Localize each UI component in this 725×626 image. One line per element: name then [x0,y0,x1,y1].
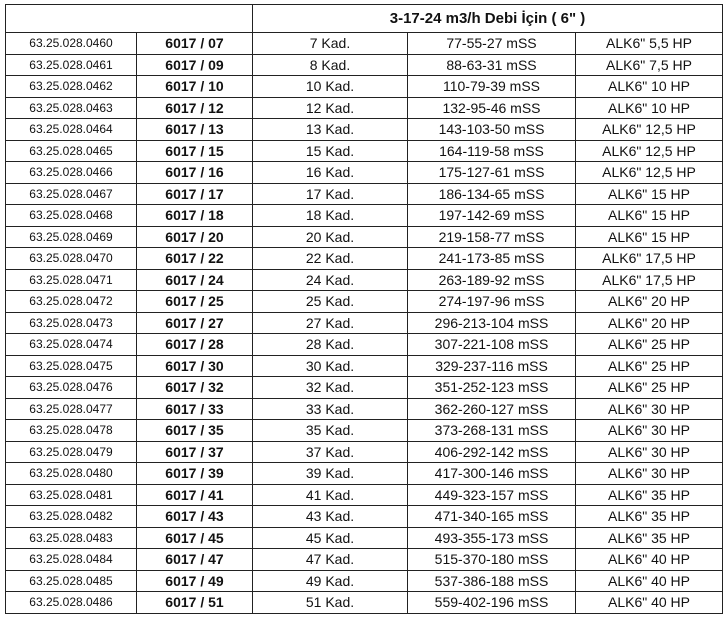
head-values-cell: 241-173-85 mSS [408,248,576,270]
part-code-cell: 63.25.028.0485 [6,570,137,592]
table-row [6,162,723,184]
model-cell: 6017 / 12 [137,97,253,119]
part-code-cell: 63.25.028.0474 [6,334,137,356]
head-values-cell: 449-323-157 mSS [408,484,576,506]
table-row [6,97,723,119]
head-values-cell: 219-158-77 mSS [408,226,576,248]
motor-cell: ALK6" 12,5 HP [576,119,723,141]
motor-cell: ALK6" 12,5 HP [576,140,723,162]
stage-count-cell: 24 Kad. [253,269,408,291]
table-row [6,248,723,270]
head-values-cell: 373-268-131 mSS [408,420,576,442]
part-code-cell: 63.25.028.0481 [6,484,137,506]
part-code-cell: 63.25.028.0463 [6,97,137,119]
motor-cell: ALK6" 35 HP [576,527,723,549]
model-cell: 6017 / 18 [137,205,253,227]
part-code-cell: 63.25.028.0466 [6,162,137,184]
motor-cell: ALK6" 20 HP [576,312,723,334]
head-values-cell: 559-402-196 mSS [408,592,576,614]
head-values-cell: 164-119-58 mSS [408,140,576,162]
motor-cell: ALK6" 15 HP [576,183,723,205]
stage-count-cell: 27 Kad. [253,312,408,334]
model-cell: 6017 / 20 [137,226,253,248]
stage-count-cell: 30 Kad. [253,355,408,377]
head-values-cell: 88-63-31 mSS [408,54,576,76]
table-row [6,355,723,377]
model-cell: 6017 / 30 [137,355,253,377]
motor-cell: ALK6" 17,5 HP [576,269,723,291]
table-row [6,570,723,592]
model-cell: 6017 / 51 [137,592,253,614]
stage-count-cell: 8 Kad. [253,54,408,76]
stage-count-cell: 20 Kad. [253,226,408,248]
part-code-cell: 63.25.028.0476 [6,377,137,399]
stage-count-cell: 51 Kad. [253,592,408,614]
motor-cell: ALK6" 10 HP [576,76,723,98]
part-code-cell: 63.25.028.0478 [6,420,137,442]
table-row [6,33,723,55]
stage-count-cell: 39 Kad. [253,463,408,485]
motor-cell: ALK6" 30 HP [576,420,723,442]
stage-count-cell: 7 Kad. [253,33,408,55]
part-code-cell: 63.25.028.0461 [6,54,137,76]
stage-count-cell: 47 Kad. [253,549,408,571]
table-row [6,291,723,313]
motor-cell: ALK6" 17,5 HP [576,248,723,270]
stage-count-cell: 25 Kad. [253,291,408,313]
part-code-cell: 63.25.028.0460 [6,33,137,55]
motor-cell: ALK6" 30 HP [576,463,723,485]
table-header-row [6,5,723,33]
stage-count-cell: 43 Kad. [253,506,408,528]
model-cell: 6017 / 09 [137,54,253,76]
model-cell: 6017 / 25 [137,291,253,313]
model-cell: 6017 / 17 [137,183,253,205]
part-code-cell: 63.25.028.0483 [6,527,137,549]
head-values-cell: 515-370-180 mSS [408,549,576,571]
model-cell: 6017 / 16 [137,162,253,184]
motor-cell: ALK6" 35 HP [576,506,723,528]
table-row [6,420,723,442]
part-code-cell: 63.25.028.0479 [6,441,137,463]
table-row [6,592,723,614]
head-values-cell: 537-386-188 mSS [408,570,576,592]
model-cell: 6017 / 28 [137,334,253,356]
table-row [6,119,723,141]
table-row [6,527,723,549]
head-values-cell: 110-79-39 mSS [408,76,576,98]
table-row [6,183,723,205]
stage-count-cell: 41 Kad. [253,484,408,506]
stage-count-cell: 45 Kad. [253,527,408,549]
part-code-cell: 63.25.028.0467 [6,183,137,205]
model-cell: 6017 / 41 [137,484,253,506]
table-row [6,377,723,399]
part-code-cell: 63.25.028.0486 [6,592,137,614]
part-code-cell: 63.25.028.0464 [6,119,137,141]
stage-count-cell: 37 Kad. [253,441,408,463]
motor-cell: ALK6" 40 HP [576,549,723,571]
model-cell: 6017 / 13 [137,119,253,141]
head-values-cell: 307-221-108 mSS [408,334,576,356]
header-blank-cell [6,5,253,33]
head-values-cell: 351-252-123 mSS [408,377,576,399]
model-cell: 6017 / 22 [137,248,253,270]
part-code-cell: 63.25.028.0473 [6,312,137,334]
head-values-cell: 493-355-173 mSS [408,527,576,549]
table-row [6,441,723,463]
table-row [6,205,723,227]
part-code-cell: 63.25.028.0470 [6,248,137,270]
model-cell: 6017 / 27 [137,312,253,334]
head-values-cell: 406-292-142 mSS [408,441,576,463]
motor-cell: ALK6" 5,5 HP [576,33,723,55]
stage-count-cell: 22 Kad. [253,248,408,270]
table-title: 3-17-24 m3/h Debi İçin ( 6" ) [253,5,723,33]
part-code-cell: 63.25.028.0465 [6,140,137,162]
head-values-cell: 362-260-127 mSS [408,398,576,420]
stage-count-cell: 13 Kad. [253,119,408,141]
pump-table-body [6,5,723,614]
stage-count-cell: 33 Kad. [253,398,408,420]
head-values-cell: 296-213-104 mSS [408,312,576,334]
part-code-cell: 63.25.028.0482 [6,506,137,528]
motor-cell: ALK6" 35 HP [576,484,723,506]
head-values-cell: 143-103-50 mSS [408,119,576,141]
stage-count-cell: 15 Kad. [253,140,408,162]
stage-count-cell: 32 Kad. [253,377,408,399]
motor-cell: ALK6" 15 HP [576,226,723,248]
motor-cell: ALK6" 25 HP [576,377,723,399]
model-cell: 6017 / 07 [137,33,253,55]
head-values-cell: 132-95-46 mSS [408,97,576,119]
head-values-cell: 274-197-96 mSS [408,291,576,313]
model-cell: 6017 / 43 [137,506,253,528]
part-code-cell: 63.25.028.0484 [6,549,137,571]
motor-cell: ALK6" 40 HP [576,570,723,592]
stage-count-cell: 17 Kad. [253,183,408,205]
pump-table [5,4,723,614]
stage-count-cell: 35 Kad. [253,420,408,442]
stage-count-cell: 28 Kad. [253,334,408,356]
stage-count-cell: 16 Kad. [253,162,408,184]
table-row [6,269,723,291]
head-values-cell: 471-340-165 mSS [408,506,576,528]
model-cell: 6017 / 10 [137,76,253,98]
motor-cell: ALK6" 15 HP [576,205,723,227]
model-cell: 6017 / 49 [137,570,253,592]
table-row [6,140,723,162]
head-values-cell: 263-189-92 mSS [408,269,576,291]
head-values-cell: 197-142-69 mSS [408,205,576,227]
motor-cell: ALK6" 25 HP [576,334,723,356]
head-values-cell: 417-300-146 mSS [408,463,576,485]
model-cell: 6017 / 45 [137,527,253,549]
table-row [6,226,723,248]
table-row [6,484,723,506]
part-code-cell: 63.25.028.0477 [6,398,137,420]
table-row [6,334,723,356]
table-row [6,312,723,334]
stage-count-cell: 10 Kad. [253,76,408,98]
model-cell: 6017 / 33 [137,398,253,420]
part-code-cell: 63.25.028.0471 [6,269,137,291]
model-cell: 6017 / 39 [137,463,253,485]
part-code-cell: 63.25.028.0462 [6,76,137,98]
head-values-cell: 175-127-61 mSS [408,162,576,184]
model-cell: 6017 / 37 [137,441,253,463]
table-row [6,54,723,76]
table-row [6,463,723,485]
motor-cell: ALK6" 40 HP [576,592,723,614]
part-code-cell: 63.25.028.0468 [6,205,137,227]
head-values-cell: 77-55-27 mSS [408,33,576,55]
model-cell: 6017 / 24 [137,269,253,291]
head-values-cell: 186-134-65 mSS [408,183,576,205]
motor-cell: ALK6" 30 HP [576,441,723,463]
part-code-cell: 63.25.028.0480 [6,463,137,485]
stage-count-cell: 12 Kad. [253,97,408,119]
model-cell: 6017 / 32 [137,377,253,399]
motor-cell: ALK6" 30 HP [576,398,723,420]
table-row [6,506,723,528]
stage-count-cell: 49 Kad. [253,570,408,592]
part-code-cell: 63.25.028.0475 [6,355,137,377]
model-cell: 6017 / 47 [137,549,253,571]
table-row [6,398,723,420]
head-values-cell: 329-237-116 mSS [408,355,576,377]
motor-cell: ALK6" 25 HP [576,355,723,377]
part-code-cell: 63.25.028.0469 [6,226,137,248]
part-code-cell: 63.25.028.0472 [6,291,137,313]
table-row [6,549,723,571]
motor-cell: ALK6" 12,5 HP [576,162,723,184]
motor-cell: ALK6" 7,5 HP [576,54,723,76]
model-cell: 6017 / 15 [137,140,253,162]
table-row [6,76,723,98]
model-cell: 6017 / 35 [137,420,253,442]
motor-cell: ALK6" 20 HP [576,291,723,313]
stage-count-cell: 18 Kad. [253,205,408,227]
motor-cell: ALK6" 10 HP [576,97,723,119]
